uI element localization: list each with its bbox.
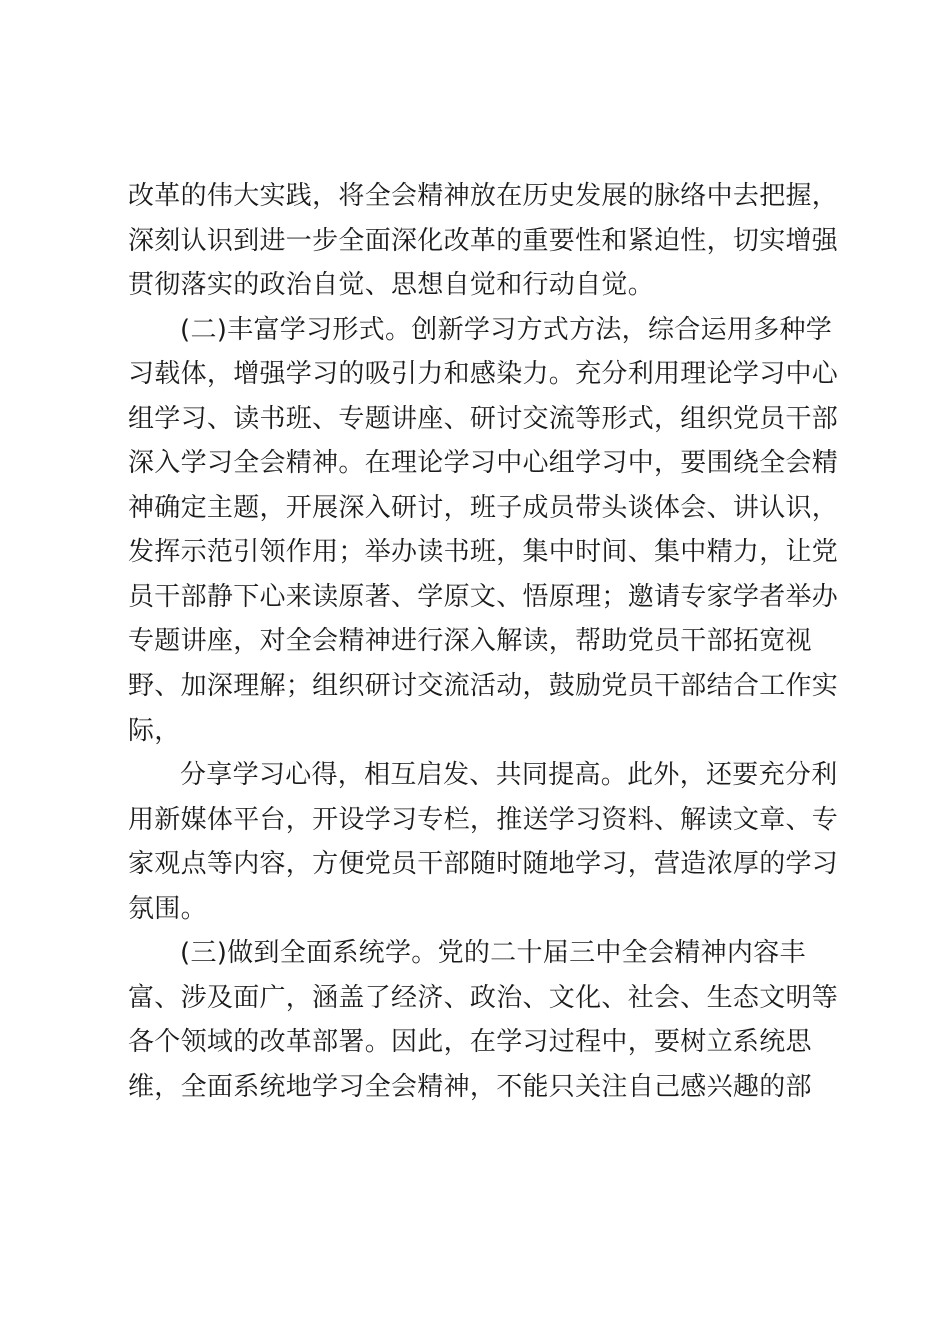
- text-line: 专题讲座，对全会精神进行深入解读，帮助党员干部拓宽视: [128, 626, 812, 657]
- text-line: 深刻认识到进一步全面深化改革的重要性和紧迫性，切实增强: [128, 225, 839, 256]
- text-line: 维，全面系统地学习全会精神，不能只关注自己感兴趣的部: [128, 1071, 812, 1102]
- text-line: 分享学习心得，相互启发、共同提高。此外，还要充分利: [180, 760, 838, 791]
- text-line: 发挥示范引领作用；举办读书班，集中时间、集中精力，让党: [128, 537, 839, 568]
- text-line: 用新媒体平台，开设学习专栏，推送学习资料、解读文章、专: [128, 804, 839, 835]
- text-line: 改革的伟大实践，将全会精神放在历史发展的脉络中去把握，: [128, 181, 839, 211]
- text-line: 各个领域的改革部署。因此，在学习过程中，要树立系统思: [128, 1027, 812, 1058]
- text-line: 贯彻落实的政治自觉、思想自觉和行动自觉。: [128, 270, 655, 301]
- text-line: 氛围。: [128, 893, 207, 924]
- text-line: 神确定主题，开展深入研讨，班子成员带头谈体会、讲认识，: [128, 492, 839, 523]
- document-body: [128, 174, 839, 1109]
- text-line: 习载体，增强学习的吸引力和感染力。充分利用理论学习中心: [128, 359, 839, 390]
- text-line: (二)丰富学习形式。创新学习方式方法，综合运用多种学: [180, 314, 833, 345]
- text-line: 富、涉及面广，涵盖了经济、政治、文化、社会、生态文明等: [128, 982, 839, 1013]
- text-line: 家观点等内容，方便党员干部随时随地学习，营造浓厚的学习: [128, 849, 839, 880]
- text-line: 员干部静下心来读原著、学原文、悟原理；邀请专家学者举办: [128, 581, 839, 612]
- text-line: 深入学习全会精神。在理论学习中心组学习中，要围绕全会精: [128, 448, 839, 479]
- text-line: 组学习、读书班、专题讲座、研讨交流等形式，组织党员干部: [128, 403, 839, 434]
- text-line: 际，: [128, 715, 181, 746]
- text-line: (三)做到全面系统学。党的二十届三中全会精神内容丰: [180, 938, 806, 969]
- text-line: 野、加深理解；组织研讨交流活动，鼓励党员干部结合工作实: [128, 671, 839, 702]
